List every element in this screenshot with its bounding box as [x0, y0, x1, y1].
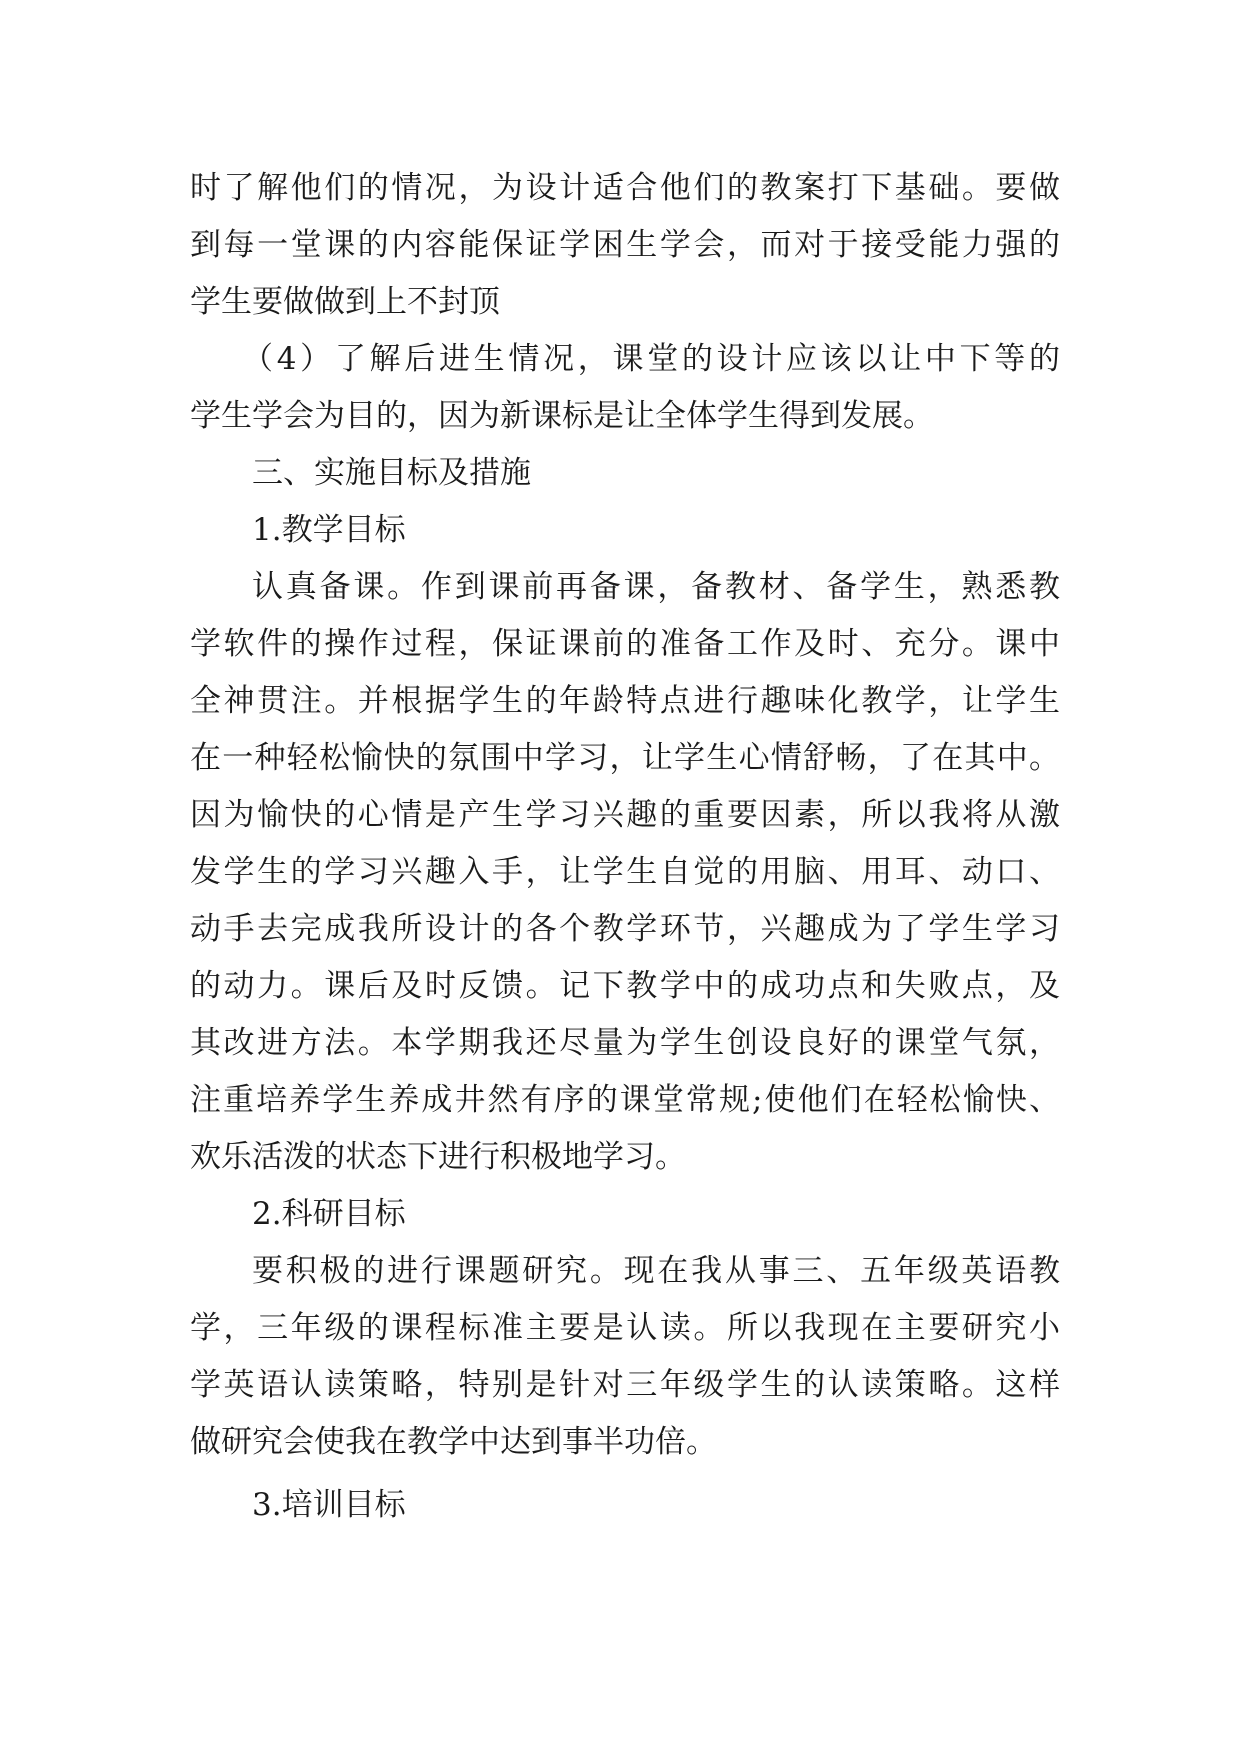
paragraph-line: 动手去完成我所设计的各个教学环节，兴趣成为了学生学习 [190, 911, 1060, 947]
paragraph-line: 欢乐活泼的状态下进行积极地学习。 [190, 1139, 686, 1175]
paragraph-line: 发学生的学习兴趣入手，让学生自觉的用脑、用耳、动口、 [190, 854, 1060, 890]
paragraph-line: 学生学会为目的，因为新课标是让全体学生得到发展。 [190, 398, 934, 434]
paragraph-line: 时了解他们的情况，为设计适合他们的教案打下基础。要做 [190, 170, 1060, 206]
paragraph-line: 学英语认读策略，特别是针对三年级学生的认读策略。这样 [190, 1367, 1060, 1403]
paragraph-line: 学生要做做到上不封顶 [190, 284, 500, 320]
paragraph-line: 要积极的进行课题研究。现在我从事三、五年级英语教 [252, 1253, 1060, 1289]
subsection-heading: 1.教学目标 [252, 512, 406, 548]
paragraph-line: 学软件的操作过程，保证课前的准备工作及时、充分。课中 [190, 626, 1060, 662]
paragraph-line: 做研究会使我在教学中达到事半功倍。 [190, 1424, 717, 1460]
paragraph-line: 认真备课。作到课前再备课，备教材、备学生，熟悉教 [252, 569, 1060, 605]
paragraph-line: 到每一堂课的内容能保证学困生学会，而对于接受能力强的 [190, 227, 1060, 263]
section-heading: 三、实施目标及措施 [252, 455, 531, 491]
subsection-heading: 2.科研目标 [252, 1196, 406, 1232]
paragraph-line: 注重培养学生养成井然有序的课堂常规;使他们在轻松愉快、 [190, 1082, 1060, 1118]
paragraph-line: 因为愉快的心情是产生学习兴趣的重要因素，所以我将从激 [190, 797, 1060, 833]
paragraph-line: 在一种轻松愉快的氛围中学习，让学生心情舒畅，了在其中。 [190, 740, 1060, 776]
document-body [190, 160, 1060, 1534]
paragraph-line: 其改进方法。本学期我还尽量为学生创设良好的课堂气氛， [190, 1025, 1060, 1061]
paragraph-line: 学，三年级的课程标准主要是认读。所以我现在主要研究小 [190, 1310, 1060, 1346]
paragraph-line: 的动力。课后及时反馈。记下教学中的成功点和失败点，及 [190, 968, 1060, 1004]
subsection-heading: 3.培训目标 [252, 1487, 406, 1523]
paragraph-line: （4）了解后进生情况，课堂的设计应该以让中下等的 [242, 341, 1060, 377]
paragraph-line: 全神贯注。并根据学生的年龄特点进行趣味化教学，让学生 [190, 683, 1060, 719]
